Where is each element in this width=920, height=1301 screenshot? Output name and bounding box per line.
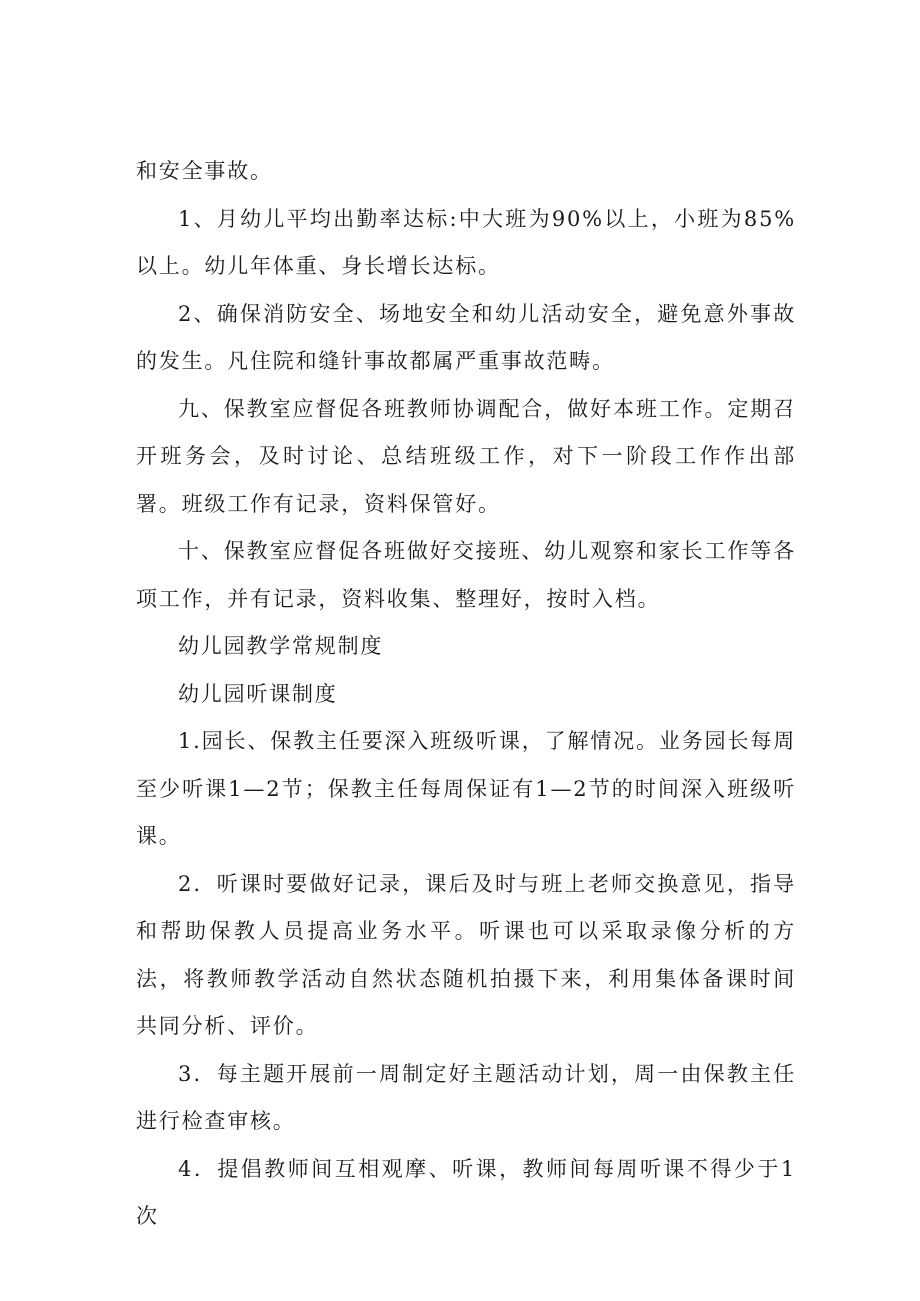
section-heading-teaching-rules: 幼儿园教学常规制度	[178, 634, 384, 658]
paragraph-safety-assurance: 2、确保消防安全、场地安全和幼儿活动安全，避免意外事故的发生。凡住院和缝针事故都属严重事故范畴。	[136, 301, 796, 373]
paragraph-item-nine: 九、保教室应督促各班教师协调配合，做好本班工作。定期召开班务会，及时讨论、总结班级工作，对下一阶段工作作出部署。班级工作有记录，资料保管好。	[136, 396, 796, 516]
paragraph-rule-1: 1.园长、保教主任要深入班级听课，了解情况。业务园长每周至少听课1—2节；保教主任每周保证有1—2节的时间深入班级听课。	[136, 729, 796, 848]
paragraph-rule-4: 4．提倡教师间互相观摩、听课，教师间每周听课不得少于1次	[136, 1156, 796, 1228]
paragraph-continuation: 和安全事故。	[136, 159, 273, 183]
section-heading-lesson-observation: 幼儿园听课制度	[178, 681, 338, 706]
paragraph-rule-3: 3．每主题开展前一周制定好主题活动计划，周一由保教主任进行检查审核。	[136, 1061, 796, 1133]
paragraph-item-ten: 十、保教室应督促各班做好交接班、幼儿观察和家长工作等各项工作，并有记录，资料收集、整理好，按时入档。	[136, 539, 796, 611]
paragraph-attendance-standard: 1、月幼儿平均出勤率达标:中大班为90%以上，小班为85%以上。幼儿年体重、身长增长达标。	[136, 206, 796, 278]
paragraph-rule-2: 2．听课时要做好记录，课后及时与班上老师交换意见，指导和帮助保教人员提高业务水平。听课也可以采取录像分析的方法，将教师教学活动自然状态随机拍摄下来，利用集体备课时间共同分析、评价。	[136, 871, 796, 1038]
document-body	[136, 148, 796, 1241]
